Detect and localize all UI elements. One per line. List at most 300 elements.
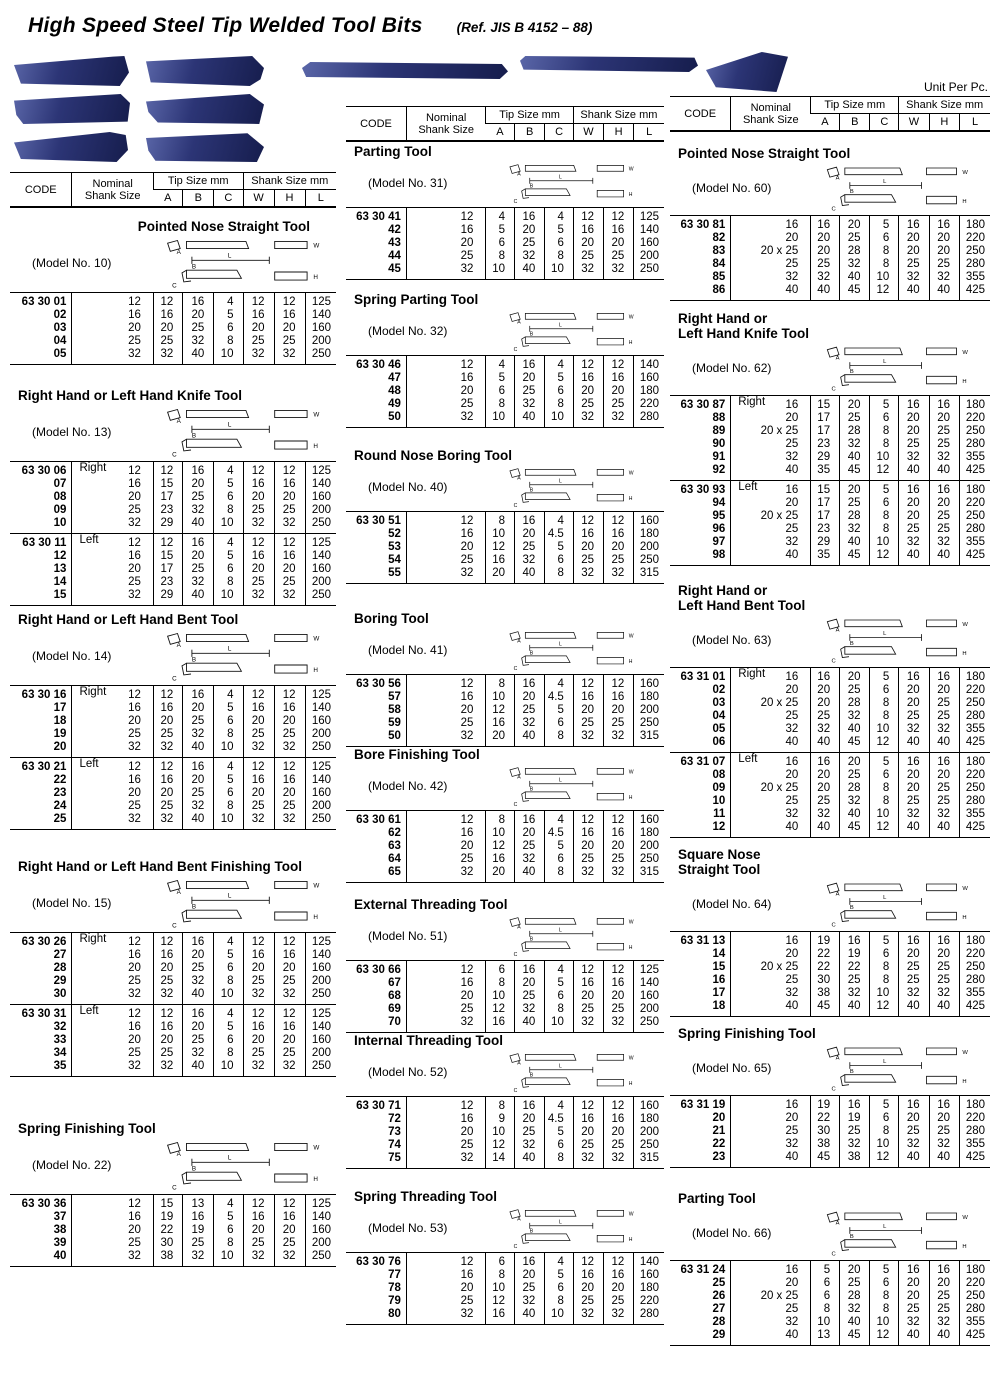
- size-cell: 20: [604, 704, 634, 717]
- nominal-cell: 20: [406, 1126, 486, 1139]
- col-header-B: B: [840, 114, 870, 132]
- code-cell: 63 30 21: [21, 761, 67, 773]
- size-cell: 25: [515, 704, 545, 717]
- nominal-cell: 25: [406, 1003, 486, 1016]
- size-cell: 32: [515, 250, 545, 263]
- size-cell: 10: [214, 813, 243, 830]
- table-row: [346, 1308, 664, 1325]
- size-cell: 20: [604, 1282, 634, 1295]
- nominal-cell: 20 x 25: [731, 697, 811, 710]
- nominal-cell: 32: [731, 536, 811, 549]
- size-cell: 16: [183, 933, 214, 950]
- size-cell: 12: [243, 293, 274, 310]
- size-cell: 8: [214, 576, 243, 589]
- size-cell: 12: [573, 512, 603, 529]
- size-cell: 10: [870, 451, 899, 464]
- size-cell: 23: [153, 576, 182, 589]
- size-cell: 220: [960, 497, 990, 510]
- code-cell: 21: [712, 1125, 726, 1137]
- size-cell: 355: [960, 536, 990, 549]
- nominal-cell: Left 12: [72, 534, 154, 551]
- size-cell: 160: [305, 1224, 336, 1237]
- model-label: (Model No. 65): [692, 1061, 772, 1075]
- size-cell: 180: [634, 827, 664, 840]
- tool-diagram-drawing: [156, 629, 334, 683]
- tool-diagram-drawing: [810, 1043, 988, 1093]
- size-cell: 16: [515, 1253, 545, 1270]
- size-cell: 32: [840, 710, 870, 723]
- size-cell: 12: [274, 1005, 305, 1022]
- size-cell: 220: [960, 412, 990, 425]
- size-table: [346, 1096, 664, 1169]
- table-row: [346, 717, 664, 730]
- size-cell: 12: [870, 736, 899, 753]
- nominal-cell: 20: [731, 412, 811, 425]
- code-cell: 54: [388, 554, 401, 566]
- svg-text:W: W: [962, 621, 968, 628]
- size-cell: 425: [960, 1329, 990, 1346]
- size-cell: 25: [274, 728, 305, 741]
- table-row: [670, 412, 990, 425]
- size-cell: 12: [243, 686, 274, 703]
- size-cell: 20: [515, 224, 545, 237]
- table-row: [670, 245, 990, 258]
- table-row: [670, 1261, 990, 1278]
- size-cell: 20: [604, 840, 634, 853]
- svg-text:A: A: [835, 627, 840, 634]
- svg-text:C: C: [172, 1184, 177, 1192]
- table-row: [10, 1047, 336, 1060]
- section-model-row: [10, 234, 336, 292]
- nominal-cell: 32: [72, 988, 154, 1005]
- size-cell: 6: [486, 237, 515, 250]
- code-cell: 40: [53, 1250, 67, 1262]
- size-cell: 17: [153, 491, 182, 504]
- nominal-cell: 25: [731, 795, 811, 808]
- size-cell: 16: [573, 528, 603, 541]
- size-cell: 25: [899, 1125, 929, 1138]
- size-cell: 6: [870, 948, 899, 961]
- size-cell: 20: [811, 782, 840, 795]
- size-cell: 25: [604, 554, 634, 567]
- size-cell: 425: [960, 821, 990, 838]
- size-cell: 12: [153, 686, 182, 703]
- table-row: [670, 549, 990, 566]
- size-cell: 20: [153, 715, 182, 728]
- model-label: (Model No. 52): [368, 1065, 448, 1079]
- size-cell: 250: [305, 589, 336, 606]
- size-cell: 200: [634, 250, 664, 263]
- size-cell: 32: [840, 523, 870, 536]
- size-cell: 32: [515, 398, 545, 411]
- size-cell: 16: [243, 774, 274, 787]
- size-cell: 20: [899, 245, 929, 258]
- hand-label: Right: [79, 462, 107, 474]
- table-row: [346, 224, 664, 237]
- size-cell: 16: [899, 932, 929, 949]
- col-header-C: C: [870, 114, 899, 132]
- size-cell: 9: [486, 1113, 515, 1126]
- size-cell: 15: [811, 396, 840, 413]
- size-cell: 16: [153, 702, 182, 715]
- size-cell: 16: [604, 827, 634, 840]
- nominal-cell: 32: [406, 1152, 486, 1169]
- size-cell: 4: [214, 534, 243, 551]
- svg-text:B: B: [529, 786, 534, 793]
- size-cell: 8: [870, 1125, 899, 1138]
- size-cell: 32: [840, 438, 870, 451]
- size-cell: 25: [840, 1125, 870, 1138]
- size-cell: 10: [486, 827, 515, 840]
- table-row: [346, 1152, 664, 1169]
- nominal-cell: 20: [406, 840, 486, 853]
- table-row: [346, 730, 664, 747]
- table-row: [346, 512, 664, 529]
- size-cell: 4: [214, 933, 243, 950]
- section-title: Right Hand or Left Hand Knife Tool: [678, 311, 809, 341]
- col-header-C: C: [214, 190, 243, 208]
- size-cell: 25: [899, 523, 929, 536]
- hand-label: Right: [738, 396, 766, 408]
- svg-text:A: A: [517, 924, 521, 931]
- size-cell: 12: [243, 534, 274, 551]
- size-cell: 125: [305, 933, 336, 950]
- size-group: [346, 961, 664, 1033]
- size-cell: 12: [274, 462, 305, 479]
- size-cell: 20: [840, 1261, 870, 1278]
- nominal-cell: 32: [406, 730, 486, 747]
- code-cell: 25: [53, 813, 67, 825]
- size-cell: 250: [305, 1060, 336, 1077]
- size-cell: 40: [840, 1316, 870, 1329]
- svg-text:H: H: [962, 379, 967, 385]
- size-cell: 250: [960, 782, 990, 795]
- nominal-cell: 32: [72, 1060, 154, 1077]
- tool-section: [346, 747, 664, 883]
- size-cell: 10: [870, 808, 899, 821]
- size-cell: 5: [870, 481, 899, 498]
- size-cell: 25: [243, 1237, 274, 1250]
- svg-text:B: B: [849, 1069, 854, 1075]
- size-cell: 16: [604, 528, 634, 541]
- size-table: [670, 1260, 990, 1346]
- tool-diagram: [156, 629, 336, 683]
- size-group: [346, 675, 664, 747]
- size-cell: 16: [153, 309, 182, 322]
- size-cell: 6: [214, 962, 243, 975]
- svg-text:A: A: [176, 642, 181, 649]
- size-cell: 20: [183, 702, 214, 715]
- tool-diagram-drawing: [156, 236, 334, 290]
- code-cell: 65: [388, 866, 401, 878]
- svg-text:A: A: [176, 418, 181, 425]
- table-row: [10, 1211, 336, 1224]
- nominal-cell: 25: [72, 504, 154, 517]
- svg-text:H: H: [313, 914, 318, 922]
- col-header-tip-group: Tip Size mm: [811, 97, 899, 114]
- table-row: [346, 541, 664, 554]
- nominal-cell: 20 x 25: [731, 425, 811, 438]
- size-group: [670, 932, 990, 1017]
- table-row: [10, 563, 336, 576]
- size-cell: 32: [573, 411, 603, 428]
- size-cell: 20: [515, 977, 545, 990]
- svg-text:L: L: [883, 359, 887, 365]
- size-cell: 40: [183, 1060, 214, 1077]
- size-cell: 32: [274, 813, 305, 830]
- table-row: [670, 974, 990, 987]
- code-cell: 98: [712, 549, 726, 561]
- nominal-cell: 40: [731, 464, 811, 481]
- size-cell: 12: [243, 933, 274, 950]
- size-cell: 16: [274, 702, 305, 715]
- section-title: Parting Tool: [678, 1191, 756, 1206]
- nominal-cell: 25: [406, 717, 486, 730]
- size-cell: 25: [183, 1237, 214, 1250]
- section-model-row: [670, 613, 990, 667]
- nominal-cell: 12: [406, 356, 486, 373]
- size-group: [670, 1096, 990, 1168]
- size-cell: 280: [960, 710, 990, 723]
- size-cell: 25: [604, 250, 634, 263]
- size-cell: 10: [214, 517, 243, 534]
- code-cell: 63 31 07: [680, 756, 726, 768]
- nominal-cell: 20: [72, 563, 154, 576]
- size-cell: 25: [604, 853, 634, 866]
- code-cell: 14: [712, 948, 726, 960]
- size-cell: 125: [305, 1195, 336, 1212]
- table-row: [670, 1303, 990, 1316]
- tool-section: [346, 1033, 664, 1169]
- size-group: [670, 481, 990, 566]
- size-cell: 8: [545, 1003, 574, 1016]
- size-cell: 5: [545, 704, 574, 717]
- size-cell: 125: [634, 208, 664, 225]
- size-cell: 16: [811, 753, 840, 770]
- size-cell: 40: [183, 741, 214, 758]
- svg-text:W: W: [962, 349, 968, 356]
- code-cell: 15: [712, 961, 726, 973]
- nominal-cell: 32: [72, 589, 154, 606]
- nominal-cell: 20: [72, 962, 154, 975]
- model-label: (Model No. 62): [692, 361, 772, 375]
- size-cell: 4: [214, 1195, 243, 1212]
- size-cell: 32: [183, 800, 214, 813]
- code-cell: 30: [53, 988, 67, 1000]
- tool-section: [346, 897, 664, 1033]
- code-cell: 62: [388, 827, 401, 839]
- size-cell: 32: [573, 1152, 603, 1169]
- size-table: [10, 932, 336, 1077]
- size-cell: 32: [929, 987, 959, 1000]
- code-cell: 10: [53, 517, 67, 529]
- size-cell: 32: [929, 1316, 959, 1329]
- size-group: [10, 293, 336, 365]
- size-cell: 25: [573, 1139, 603, 1152]
- svg-text:L: L: [227, 421, 232, 429]
- size-cell: 32: [604, 1308, 634, 1325]
- nominal-cell: 16: [72, 478, 154, 491]
- size-cell: 180: [634, 528, 664, 541]
- tool-diagram-drawing: [156, 405, 334, 459]
- size-cell: 8: [486, 811, 515, 828]
- size-cell: 16: [243, 1211, 274, 1224]
- svg-text:H: H: [313, 667, 318, 675]
- table-row: [346, 1126, 664, 1139]
- table-row: [10, 758, 336, 775]
- table-row: [10, 774, 336, 787]
- size-cell: 4: [214, 758, 243, 775]
- size-cell: 16: [153, 774, 182, 787]
- size-cell: 20: [153, 1034, 182, 1047]
- size-cell: 20: [274, 962, 305, 975]
- size-cell: 6: [870, 1112, 899, 1125]
- size-cell: 12: [486, 1295, 515, 1308]
- size-cell: 40: [929, 1000, 959, 1017]
- section-title: Right Hand or Left Hand Knife Tool: [18, 388, 242, 403]
- size-cell: 25: [929, 782, 959, 795]
- size-cell: 280: [960, 1303, 990, 1316]
- size-cell: 40: [515, 567, 545, 584]
- size-cell: 16: [840, 932, 870, 949]
- size-cell: 40: [840, 536, 870, 549]
- size-cell: 15: [811, 481, 840, 498]
- size-cell: 25: [840, 412, 870, 425]
- nominal-cell: 16: [731, 932, 811, 949]
- table-row: [10, 787, 336, 800]
- size-cell: 22: [153, 1224, 182, 1237]
- size-group: [10, 462, 336, 534]
- size-cell: 220: [960, 948, 990, 961]
- size-cell: 35: [811, 549, 840, 566]
- size-cell: 4: [214, 686, 243, 703]
- table-row: [346, 1295, 664, 1308]
- size-table: [346, 810, 664, 883]
- svg-text:B: B: [529, 650, 534, 657]
- size-cell: 5: [545, 224, 574, 237]
- code-cell: 23: [53, 787, 67, 799]
- nominal-cell: 32: [731, 451, 811, 464]
- size-cell: 4: [545, 356, 574, 373]
- size-cell: 16: [515, 675, 545, 692]
- table-row: [346, 866, 664, 883]
- size-cell: 12: [870, 1329, 899, 1346]
- nominal-cell: 25: [406, 1295, 486, 1308]
- nominal-cell: 16: [406, 224, 486, 237]
- nominal-cell: 20: [731, 1277, 811, 1290]
- size-cell: 140: [634, 224, 664, 237]
- svg-text:C: C: [513, 1243, 518, 1250]
- size-cell: 280: [960, 258, 990, 271]
- col-header-nominal: Nominal Shank Size: [72, 173, 154, 208]
- page-title: High Speed Steel Tip Welded Tool Bits: [28, 14, 423, 37]
- tool-photo: [14, 132, 128, 162]
- table-row: [670, 481, 990, 498]
- tool-diagram: [484, 914, 664, 958]
- svg-text:H: H: [628, 496, 633, 503]
- svg-text:B: B: [529, 331, 534, 338]
- svg-text:A: A: [517, 1060, 521, 1067]
- section-model-row: [346, 307, 664, 355]
- table-row: [670, 795, 990, 808]
- size-cell: 8: [486, 1097, 515, 1114]
- code-cell: 89: [712, 425, 726, 437]
- size-cell: 29: [153, 589, 182, 606]
- size-cell: 32: [604, 263, 634, 280]
- nominal-cell: 32: [731, 1316, 811, 1329]
- size-cell: 250: [634, 1016, 664, 1033]
- svg-text:L: L: [883, 631, 887, 637]
- code-cell: 63 30 51: [356, 515, 401, 527]
- size-cell: 25: [899, 974, 929, 987]
- size-cell: 16: [486, 717, 515, 730]
- size-cell: 8: [870, 425, 899, 438]
- svg-text:W: W: [962, 169, 968, 176]
- size-cell: 16: [604, 372, 634, 385]
- svg-text:W: W: [628, 633, 634, 640]
- tool-diagram-drawing: [810, 879, 988, 929]
- table-row: [670, 510, 990, 523]
- model-label: (Model No. 40): [368, 480, 448, 494]
- tool-diagram-drawing: [484, 161, 662, 205]
- tool-photo: [14, 94, 130, 124]
- svg-text:B: B: [849, 905, 854, 911]
- size-cell: 140: [634, 977, 664, 990]
- size-cell: 20: [811, 245, 840, 258]
- size-cell: 20: [840, 753, 870, 770]
- model-label: (Model No. 13): [32, 425, 112, 439]
- size-cell: 250: [634, 554, 664, 567]
- size-cell: 12: [274, 758, 305, 775]
- svg-text:W: W: [628, 1211, 634, 1218]
- svg-text:L: L: [559, 777, 562, 784]
- size-cell: 16: [243, 949, 274, 962]
- size-cell: 32: [274, 741, 305, 758]
- code-cell: 04: [53, 335, 67, 347]
- page-header: [28, 14, 592, 38]
- size-cell: 8: [545, 1295, 574, 1308]
- size-cell: 40: [899, 1151, 929, 1168]
- nominal-cell: 20 x 25: [731, 510, 811, 523]
- table-row: [10, 491, 336, 504]
- code-cell: 28: [53, 962, 67, 974]
- size-cell: 16: [243, 1021, 274, 1034]
- size-cell: 40: [515, 1152, 545, 1169]
- tool-diagram-drawing: [810, 163, 988, 213]
- table-row: [10, 975, 336, 988]
- size-cell: 20: [274, 491, 305, 504]
- size-cell: 10: [214, 1060, 243, 1077]
- svg-text:H: H: [628, 192, 633, 199]
- svg-text:H: H: [313, 443, 318, 451]
- size-cell: 32: [274, 348, 305, 365]
- size-group: [670, 668, 990, 753]
- code-cell: 22: [53, 774, 67, 786]
- table-row: [670, 782, 990, 795]
- svg-text:C: C: [513, 198, 518, 205]
- table-row: [346, 528, 664, 541]
- size-cell: 40: [811, 821, 840, 838]
- size-cell: 4: [486, 208, 515, 225]
- size-cell: 32: [604, 411, 634, 428]
- svg-text:L: L: [883, 1059, 887, 1065]
- size-cell: 16: [573, 827, 603, 840]
- code-cell: 17: [53, 702, 67, 714]
- size-table-header: [670, 96, 990, 132]
- nominal-cell: 20 x 25: [731, 245, 811, 258]
- size-cell: 19: [183, 1224, 214, 1237]
- nominal-cell: 12: [406, 811, 486, 828]
